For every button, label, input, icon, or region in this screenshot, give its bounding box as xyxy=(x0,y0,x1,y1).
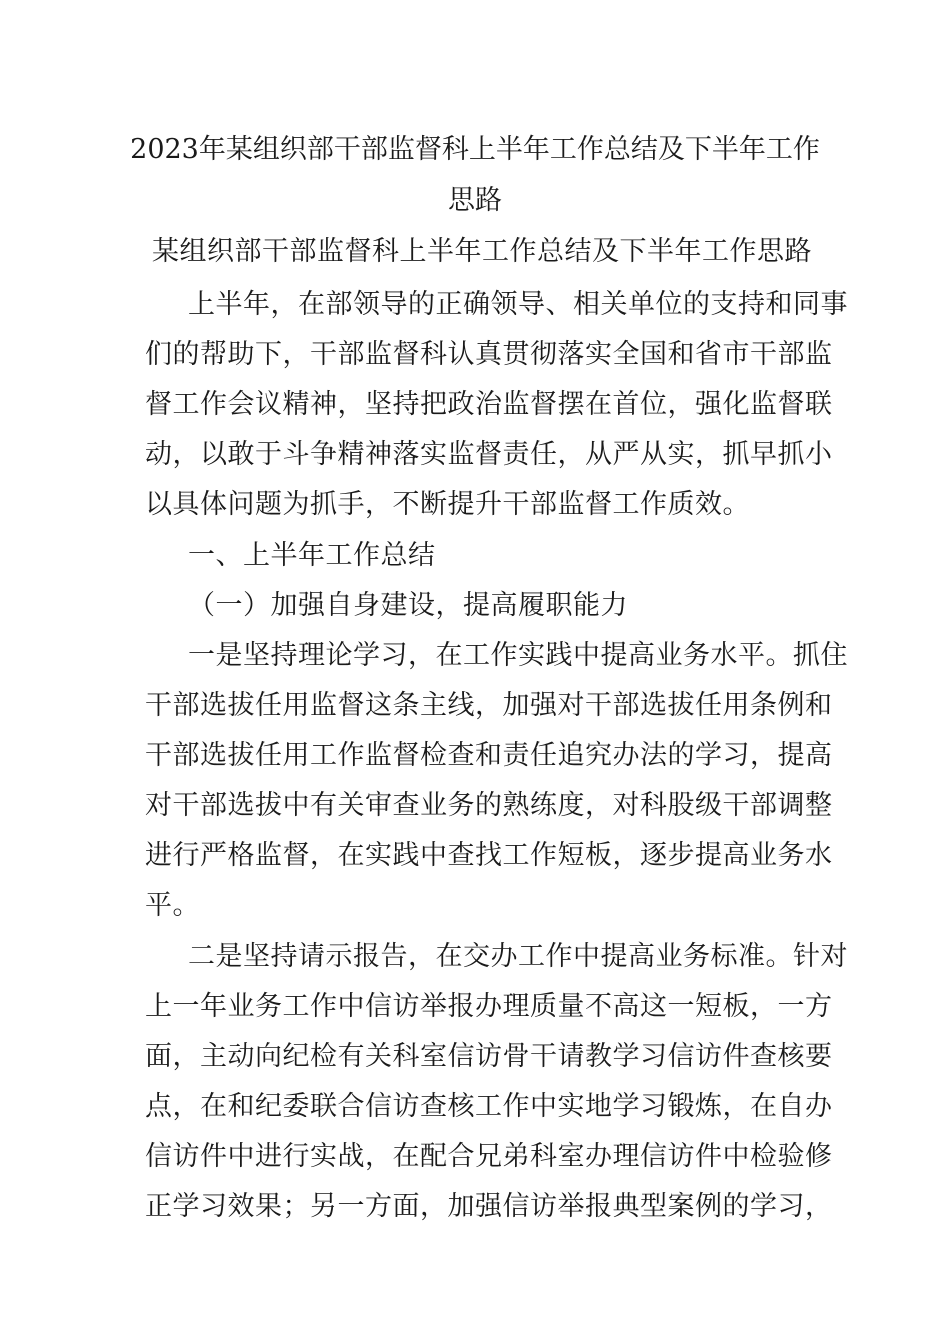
paragraph-line: 进行严格监督，在实践中查找工作短板，逐步提高业务水 xyxy=(145,840,833,871)
document-title-line-2: 思路 xyxy=(448,185,502,216)
paragraph-line: 们的帮助下，干部监督科认真贯彻落实全国和省市干部监 xyxy=(145,339,833,370)
paragraph-line: 信访件中进行实战，在配合兄弟科室办理信访件中检验修 xyxy=(145,1141,833,1172)
document-title-line-1: 2023年某组织部干部监督科上半年工作总结及下半年工作 xyxy=(130,134,820,165)
paragraph-line: 督工作会议精神，坚持把政治监督摆在首位，强化监督联 xyxy=(145,389,833,420)
paragraph-line: 上半年，在部领导的正确领导、相关单位的支持和同事 xyxy=(188,289,848,320)
paragraph-line: 点，在和纪委联合信访查核工作中实地学习锻炼，在自办 xyxy=(145,1091,833,1122)
paragraph-line: 面，主动向纪检有关科室信访骨干请教学习信访件查核要 xyxy=(145,1041,833,1072)
paragraph-line: 干部选拔任用工作监督检查和责任追究办法的学习，提高 xyxy=(145,740,833,771)
paragraph-line: 对干部选拔中有关审查业务的熟练度，对科股级干部调整 xyxy=(145,790,833,821)
paragraph-line: 上一年业务工作中信访举报办理质量不高这一短板，一方 xyxy=(145,991,833,1022)
paragraph-line: 正学习效果；另一方面，加强信访举报典型案例的学习， xyxy=(145,1191,833,1222)
paragraph-line: 干部选拔任用监督这条主线，加强对干部选拔任用条例和 xyxy=(145,690,833,721)
paragraph-line: 以具体问题为抓手，不断提升干部监督工作质效。 xyxy=(145,489,750,520)
subsection-heading: （一）加强自身建设，提高履职能力 xyxy=(188,590,628,621)
paragraph-line: 平。 xyxy=(145,890,200,921)
section-heading: 一、上半年工作总结 xyxy=(188,540,436,571)
document-subtitle: 某组织部干部监督科上半年工作总结及下半年工作思路 xyxy=(152,236,812,267)
paragraph-line: 二是坚持请示报告，在交办工作中提高业务标准。针对 xyxy=(188,941,848,972)
paragraph-line: 动，以敢于斗争精神落实监督责任，从严从实，抓早抓小 xyxy=(145,439,833,470)
paragraph-line: 一是坚持理论学习，在工作实践中提高业务水平。抓住 xyxy=(188,640,848,671)
